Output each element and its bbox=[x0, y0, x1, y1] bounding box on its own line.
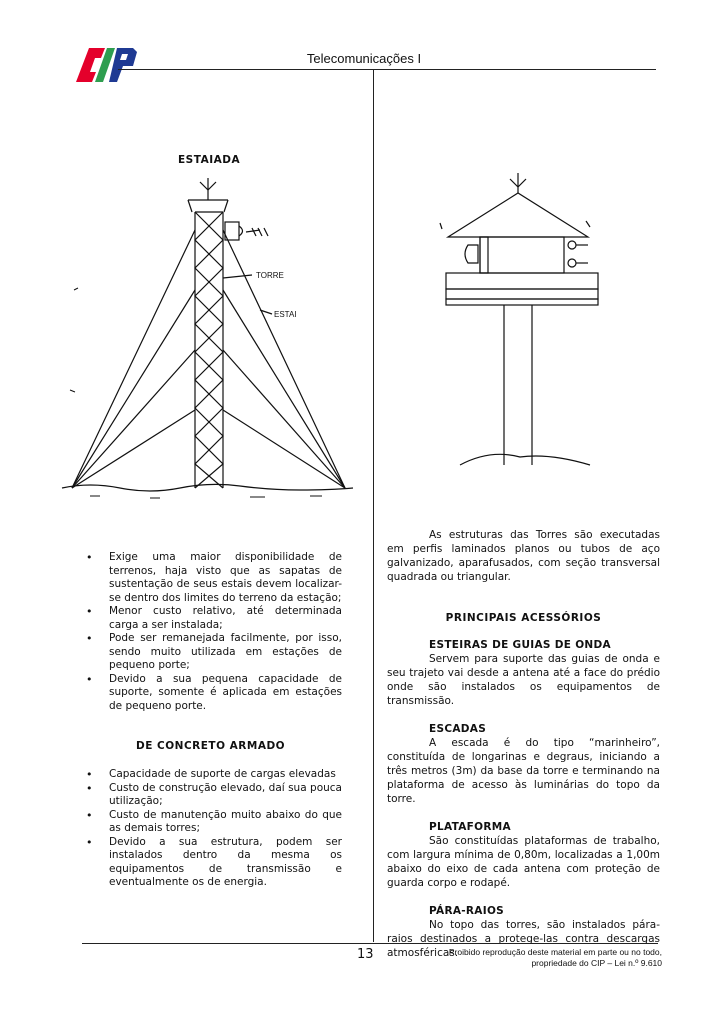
estai-label: ESTAI bbox=[274, 310, 297, 319]
right-column-text bbox=[387, 528, 660, 960]
escadas-paragraph: A escada é do tipo “marinheiro”, constituída de longarinas e degraus, iniciando a três metros (3m) da base da torre e terminando na plataforma de acesso às luminárias do topo da torre. bbox=[387, 737, 660, 805]
page-number: 13 bbox=[357, 947, 374, 962]
escadas-title: ESCADAS bbox=[429, 723, 487, 735]
estaiada-title: ESTAIADA bbox=[178, 154, 241, 166]
plataforma-title: PLATAFORMA bbox=[429, 821, 511, 833]
list-item: • Custo de construção elevado, daí sua pouca utilização; bbox=[86, 782, 342, 809]
copyright-line-1: Proibido reprodução deste material em parte ou no todo, bbox=[448, 947, 662, 957]
concreto-title: DE CONCRETO ARMADO bbox=[136, 740, 286, 752]
list-item: • Exige uma maior disponibilidade de terrenos, haja visto que as sapatas de sustentação de seus estais devem localizar-se dentro dos limites do terreno da estação; bbox=[86, 551, 342, 605]
footer-rule bbox=[82, 943, 658, 944]
column-divider bbox=[373, 70, 374, 942]
header-rule bbox=[118, 69, 656, 70]
plataforma-paragraph: São constituídas plataformas de trabalho, com largura mínima de 0,80m, localizadas a 1,00m abaixo do eixo de cada antena com proteção de guarda corpo e rodapé. bbox=[387, 835, 660, 889]
list-item: • Pode ser remanejada facilmente, por isso, sendo muito utilizada em estações de pequeno porte; bbox=[86, 632, 342, 673]
pararaios-title: PÁRA-RAIOS bbox=[429, 905, 505, 917]
torre-label: TORRE bbox=[256, 271, 284, 280]
list-item: • Devido a sua pequena capacidade de suporte, somente é aplicada em estações de pequeno porte. bbox=[86, 673, 342, 714]
intro-paragraph: As estruturas das Torres são executadas em perfis laminados planos ou tubos de aço galvanizado, aparafusados, com seção transversal quadrada ou triangular. bbox=[387, 529, 660, 583]
esteiras-title: ESTEIRAS DE GUIAS DE ONDA bbox=[429, 639, 611, 651]
copyright-line-2: propriedade do CIP – Lei n.º 9.610 bbox=[531, 958, 662, 968]
concreto-bullet-list bbox=[86, 768, 342, 890]
pararaios-paragraph: No topo das torres, são instalados pára-raios destinados a protege-las contra descargas atmosféricas. bbox=[387, 919, 660, 959]
list-item: • Custo de manutenção muito abaixo do que as demais torres; bbox=[86, 809, 342, 836]
acessorios-title: PRINCIPAIS ACESSÓRIOS bbox=[445, 612, 602, 624]
list-item: • Menor custo relativo, até determinada carga a ser instalada; bbox=[86, 605, 342, 632]
copyright-note bbox=[400, 947, 662, 969]
list-item: • Capacidade de suporte de cargas elevadas bbox=[86, 768, 342, 782]
list-item: • Devido a sua estrutura, podem ser instalados dentro da mesma os equipamentos de transmissão e eventualmente os de energia. bbox=[86, 836, 342, 890]
guyed-tower-illustration bbox=[60, 170, 355, 505]
header-title: Telecomunicações I bbox=[306, 51, 422, 66]
esteiras-paragraph: Servem para suporte das guias de onda e seu trajeto vai desde a antena até a face do prédio onde são instalados os equipamentos de transmissão. bbox=[387, 653, 660, 707]
estaiada-bullet-list bbox=[86, 551, 342, 713]
concrete-tower-illustration bbox=[420, 165, 630, 485]
